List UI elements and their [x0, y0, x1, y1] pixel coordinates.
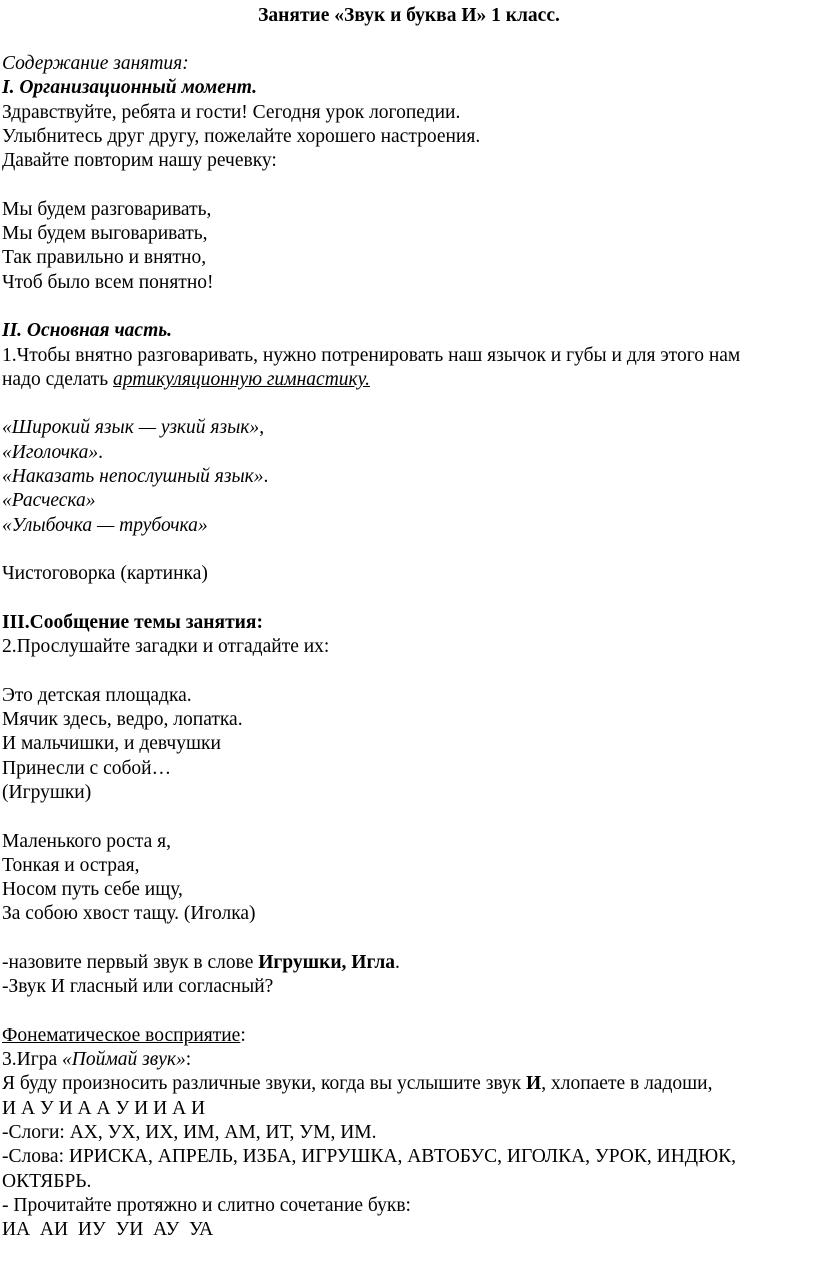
- instruction-line: [2, 1072, 816, 1096]
- exercise-suffix: .: [263, 466, 269, 488]
- riddle1-line: И мальчишки, и девчушки: [2, 733, 221, 755]
- syllables-line: -Слоги: АХ, УХ, ИХ, ИМ, АМ, ИТ, УМ, ИМ.: [2, 1122, 377, 1144]
- read-task: - Прочитайте протяжно и слитно сочетание букв:: [2, 1194, 411, 1216]
- section2-line2: [2, 368, 816, 392]
- riddle1-answer: (Игрушки): [2, 781, 92, 803]
- section1-line: Здравствуйте, ребята и гости! Сегодня урок логопедии.: [2, 101, 461, 123]
- exercise-item: [2, 465, 816, 489]
- riddle2-line: Маленького роста я,: [2, 830, 172, 852]
- exercise-name: «Расческа»: [2, 490, 96, 512]
- sounds-line: И А У И А А У И И А И: [2, 1097, 206, 1119]
- exercise-name: «Иголочка»: [2, 441, 99, 463]
- section2-line1: 1.Чтобы внятно разговаривать, нужно потренировать наш язычок и губы и для этого нам: [2, 344, 741, 366]
- game-line: [2, 1048, 816, 1072]
- exercise-suffix: .: [98, 441, 104, 463]
- riddle2-line: За собою хвост тащу. (Иголка): [2, 903, 256, 925]
- words-line: -Слова: ИРИСКА, АПРЕЛЬ, ИЗБА, ИГРУШКА, АВТОБУС, ИГОЛКА, УРОК, ИНДЮК,: [2, 1146, 737, 1168]
- exercise-item: [2, 441, 816, 465]
- riddle1-line: Принесли с собой…: [2, 757, 172, 779]
- letter-combos: ИА АИ ИУ УИ АУ УА: [2, 1219, 214, 1241]
- poem-line: Так правильно и внятно,: [2, 247, 207, 269]
- instr-prefix: Я буду произносить различные звуки, когда вы услышите звук: [2, 1073, 527, 1095]
- game-name: «Поймай звук»: [62, 1049, 186, 1071]
- poem-line: Мы будем выговаривать,: [2, 223, 208, 245]
- words-line: ОКТЯБРЬ.: [2, 1170, 92, 1192]
- game-prefix: 3.Игра: [2, 1049, 62, 1071]
- phonemic-perception-heading: Фонематическое восприятие: [2, 1024, 241, 1046]
- document-title: Занятие «Звук и буква И» 1 класс.: [258, 5, 560, 26]
- game-suffix: :: [185, 1049, 192, 1071]
- riddle2-line: Тонкая и острая,: [2, 854, 140, 876]
- section3-heading: III.Сообщение темы занятия:: [2, 611, 263, 633]
- articulation-gymnastics-link: артикуляционную гимнастику.: [113, 368, 370, 390]
- content-label: Содержание занятия:: [2, 53, 189, 74]
- exercise-item: [2, 514, 816, 538]
- exercise-item: [2, 416, 816, 440]
- exercise-name: «Улыбочка — трубочка»: [2, 514, 208, 536]
- riddle1-line: Это детская площадка.: [2, 684, 192, 706]
- section1-heading: I. Организационный момент.: [2, 77, 257, 99]
- q1-suffix: .: [395, 951, 400, 973]
- task2: 2.Прослушайте загадки и отгадайте их:: [2, 636, 330, 658]
- poem-line: Мы будем разговаривать,: [2, 198, 212, 220]
- exercise-suffix: ,: [259, 417, 265, 439]
- section4-heading: [2, 1024, 816, 1048]
- heading-suffix: :: [240, 1024, 246, 1046]
- section1-line: Давайте повторим нашу речевку:: [2, 150, 277, 172]
- exercise-name: «Широкий язык — узкий язык»: [2, 417, 260, 439]
- riddle1-line: Мячик здесь, ведро, лопатка.: [2, 709, 243, 731]
- tongue-twister: Чистоговорка (картинка): [2, 563, 208, 585]
- riddle2-line: Носом путь себе ищу,: [2, 879, 183, 901]
- line2-prefix: надо сделать: [2, 368, 114, 390]
- question-first-sound: [2, 951, 816, 975]
- exercise-item: [2, 489, 816, 513]
- exercise-name: «Наказать непослушный язык»: [2, 466, 264, 488]
- question-vowel: -Звук И гласный или согласный?: [2, 976, 274, 998]
- instr-suffix: , хлопаете в ладоши,: [541, 1073, 713, 1095]
- poem-line: Чтоб было всем понятно!: [2, 271, 214, 293]
- section2-heading: II. Основная часть.: [2, 320, 173, 342]
- q1-prefix: -назовите первый звук в слове: [2, 951, 259, 973]
- q1-words: Игрушки, Игла: [258, 951, 396, 973]
- instr-sound: И: [526, 1073, 542, 1095]
- section1-line: Улыбнитесь друг другу, пожелайте хорошего настроения.: [2, 125, 481, 147]
